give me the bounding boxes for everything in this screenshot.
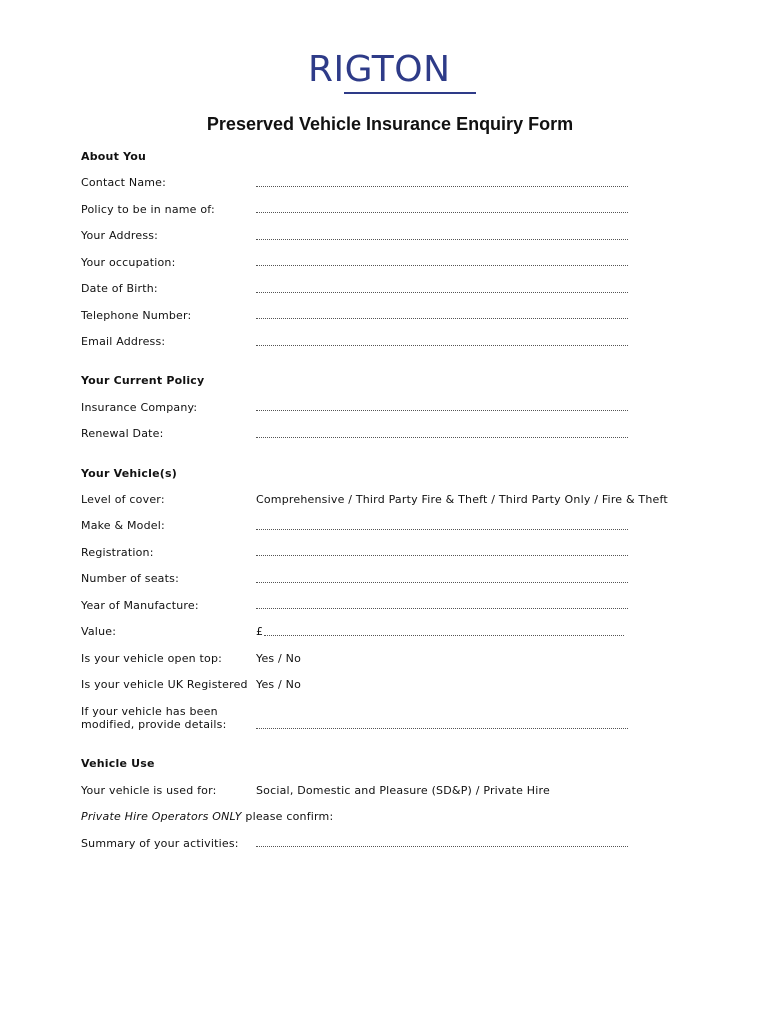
policy-name-label: Policy to be in name of: <box>81 203 215 216</box>
dob-label: Date of Birth: <box>81 282 158 295</box>
used-for-label: Your vehicle is used for: <box>81 784 217 797</box>
address-label: Your Address: <box>81 229 159 242</box>
renewal-date-field[interactable] <box>256 437 628 438</box>
value-field[interactable] <box>264 635 624 636</box>
make-model-label: Make & Model: <box>81 519 165 532</box>
open-top-options[interactable]: Yes / No <box>256 652 302 665</box>
value-currency: £ <box>256 625 264 638</box>
telephone-label: Telephone Number: <box>81 309 192 322</box>
summary-label: Summary of your activities: <box>81 837 239 850</box>
email-label: Email Address: <box>81 335 166 348</box>
logo-underline <box>344 92 476 94</box>
page-title: Preserved Vehicle Insurance Enquiry Form <box>206 114 574 134</box>
section-vehicle-use: Vehicle Use <box>81 757 155 770</box>
rigton-logo <box>308 50 473 100</box>
seats-label: Number of seats: <box>81 572 179 585</box>
email-field[interactable] <box>256 345 628 346</box>
contact-name-field[interactable] <box>256 186 628 187</box>
operators-note <box>81 810 333 824</box>
make-model-field[interactable] <box>256 529 628 530</box>
logo-text: RIGTON <box>308 49 451 90</box>
modified-label-line2: modified, provide details: <box>81 718 227 731</box>
seats-field[interactable] <box>256 582 628 583</box>
year-label: Year of Manufacture: <box>81 599 199 612</box>
section-about-you: About You <box>81 150 147 163</box>
insurance-company-label: Insurance Company: <box>81 401 198 414</box>
section-vehicles: Your Vehicle(s) <box>81 467 177 480</box>
address-field[interactable] <box>256 239 628 240</box>
dob-field[interactable] <box>256 292 628 293</box>
renewal-date-label: Renewal Date: <box>81 427 164 440</box>
open-top-label: Is your vehicle open top: <box>81 652 223 665</box>
operators-note-rest: please confirm: <box>241 810 334 823</box>
year-field[interactable] <box>256 608 628 609</box>
insurance-company-field[interactable] <box>256 410 628 411</box>
value-label: Value: <box>81 625 117 638</box>
modified-details-field[interactable] <box>256 728 628 729</box>
summary-field[interactable] <box>256 846 628 847</box>
policy-name-field[interactable] <box>256 212 628 213</box>
occupation-label: Your occupation: <box>81 256 176 269</box>
section-current-policy: Your Current Policy <box>81 374 205 387</box>
registration-field[interactable] <box>256 555 628 556</box>
modified-label-line1: If your vehicle has been <box>81 705 218 718</box>
cover-options[interactable]: Comprehensive / Third Party Fire & Theft / Third Party Only / Fire & Theft <box>256 493 668 506</box>
uk-registered-options[interactable]: Yes / No <box>256 678 302 691</box>
cover-label: Level of cover: <box>81 493 165 506</box>
operators-note-italic: Private Hire Operators ONLY <box>81 810 242 823</box>
contact-name-label: Contact Name: <box>81 176 167 189</box>
used-for-options[interactable]: Social, Domestic and Pleasure (SD&P) / Private Hire <box>256 784 550 797</box>
uk-registered-label: Is your vehicle UK Registered <box>81 678 248 691</box>
registration-label: Registration: <box>81 546 154 559</box>
telephone-field[interactable] <box>256 318 628 319</box>
occupation-field[interactable] <box>256 265 628 266</box>
